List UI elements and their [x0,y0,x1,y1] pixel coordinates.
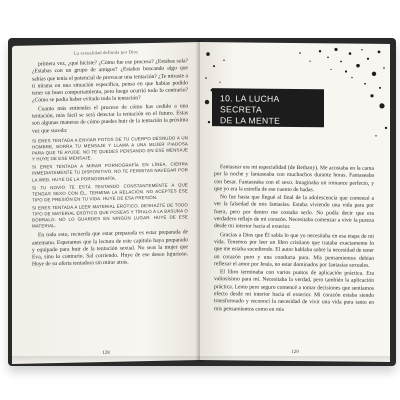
chapter-title-line: 10. LA LUCHA SECRETA [220,93,280,115]
left-page [12,42,200,364]
chapter-title-line: DE LA MENTE [220,115,281,126]
tip-item: SI ERES TENTADA A MIRAR PORNOGRAFÍA EN LÍNEA, CIERRA INMEDIATAMENTE TU DISPOSITIVO. NO TE PERMITAS NAVEGAR POR LA WEB. HUYE DE LA PORNOGRAFÍA. [32,161,188,183]
page-number-left: 128 [102,350,110,357]
left-body [32,58,188,270]
running-head: La sexualidad definida por Dios [74,49,138,56]
tip-item: SI ERES TENTADA A LEER MATERIAL ERÓTICO, DESHAZTE DE TODO TIPO DE MATERIAL ERÓTICO QUE POSEAS Y TÍRALO A LA BASURA O BÓRRALO. NO LO GUARDES EN NINGÚN LUGAR. HUYE DE ESE MATERIAL. [32,202,188,229]
tip-item: SI TU NOVIO TE ESTÁ TENTANDO CONSTANTEMENTE A QUE TENGAS SEXO CON ÉL, TERMINA LA RELACIÓN. NO ACEPTES ESE TIPO DE PRESIÓN EN TU VIDA. HUYE DE ESA PRESIÓN. [32,181,188,203]
paragraph: Cuanto más entiendas el proceso de cómo has cedido a una tentación, más fácil se será detectar la tentación en el futuro. Estas son algunas maneras de cómo puedes huir de la tentación la próxima vez que suceda: [32,103,188,135]
paragraph: En todo esto, recuerda que estar preparada es estar preparada de antemano. Esperamos que la lectura de este capítulo haya preparado y equipado para huir de la tentación sexual. No seas la mujer que Eva, sino lo contrario. Sal corriendo. Huye de ese deseo lujurioso. Huye de su oferta tentadora sin mirar atrás. [32,229,188,268]
page-shadow [12,356,390,364]
page-number-right: 129 [291,349,299,356]
paragraph: Gracias a Dios que Él sabía lo que yo necesitaba en esa etapa de mi vida. Tenemos por leer un libro cristiano que trataba exactamente lo que me estaba sucediendo. El autor hablaba sobre la necesidad de tener un corazón puro y una conducta pura. Mis pensamientos debían reflexar el amor por Jesús, no estar dominados por fantasías sexuales. [214,231,374,269]
paragraph: El libro terminaba con varios puntos de aplicación práctica. Era valiosísimo para mí. Necesitaba la verdad, pero también la aplicación práctica. Lento pero seguro comencé a tomar decisiones que sentíamos efecto desde mi interior hacia el exterior. Mi corazón estaba siendo transformado y reconocí la necesidad de vivir una vida pura tanto en mis pensamientos como en mis [214,269,374,313]
chapter-title [212,88,324,127]
paragraph: primera vez, ¿qué hiciste? ¿Cómo fue ese proceso? ¿Estabas sola? ¿Estabas con un grupo de amigos? ¿Estabas buscando algo que sabías que tenía el potencial de provocar una tentación? ¿Te miraste a ti misma en una situación específica, pensa en que habías podido tener un buen comportamiento, pero luego ocurrió todo lo contrario? ¿Cómo se podía haber evitado toda la tentación? [32,58,188,105]
tip-item: SI ERES TENTADA A ENVIAR FOTOS DE TU CUERPO DESNUDO A UN HOMBRE, BORRA TU MENSAJE Y LLAMA A UNA MUJER PIADOSA PARA QUE TE AYUDE. NO TE QUEDES PENSANDO EN ESE MENSAJE Y HUYE DE ESE MENSAJE. [32,135,188,162]
tips-list [32,135,188,230]
paragraph: No fue hasta que llegué al final de la adolescencia que comencé a ver la falsedad de mis fantasías. Estaba viviendo una vida para por fuera, pero por dentro me costaba serlo. No podía decir que era verdadero reflejo de mi corazón. Necesitaba comenzar a vivir la pureza desde mi interior hacia el exterior. [214,194,374,231]
paragraph: Fantasear era mi especialidad (de Bethany). Me acostaba en la cama por la noche y fantaseaba con muchachos durante horas. Fantaseaba con besar. Fantaseaba con el sexo. Imaginaba un romance perfecto, y que yo era la estrella de ese cuento de hadas. [214,164,374,194]
right-page [200,42,390,362]
right-body [214,164,374,316]
